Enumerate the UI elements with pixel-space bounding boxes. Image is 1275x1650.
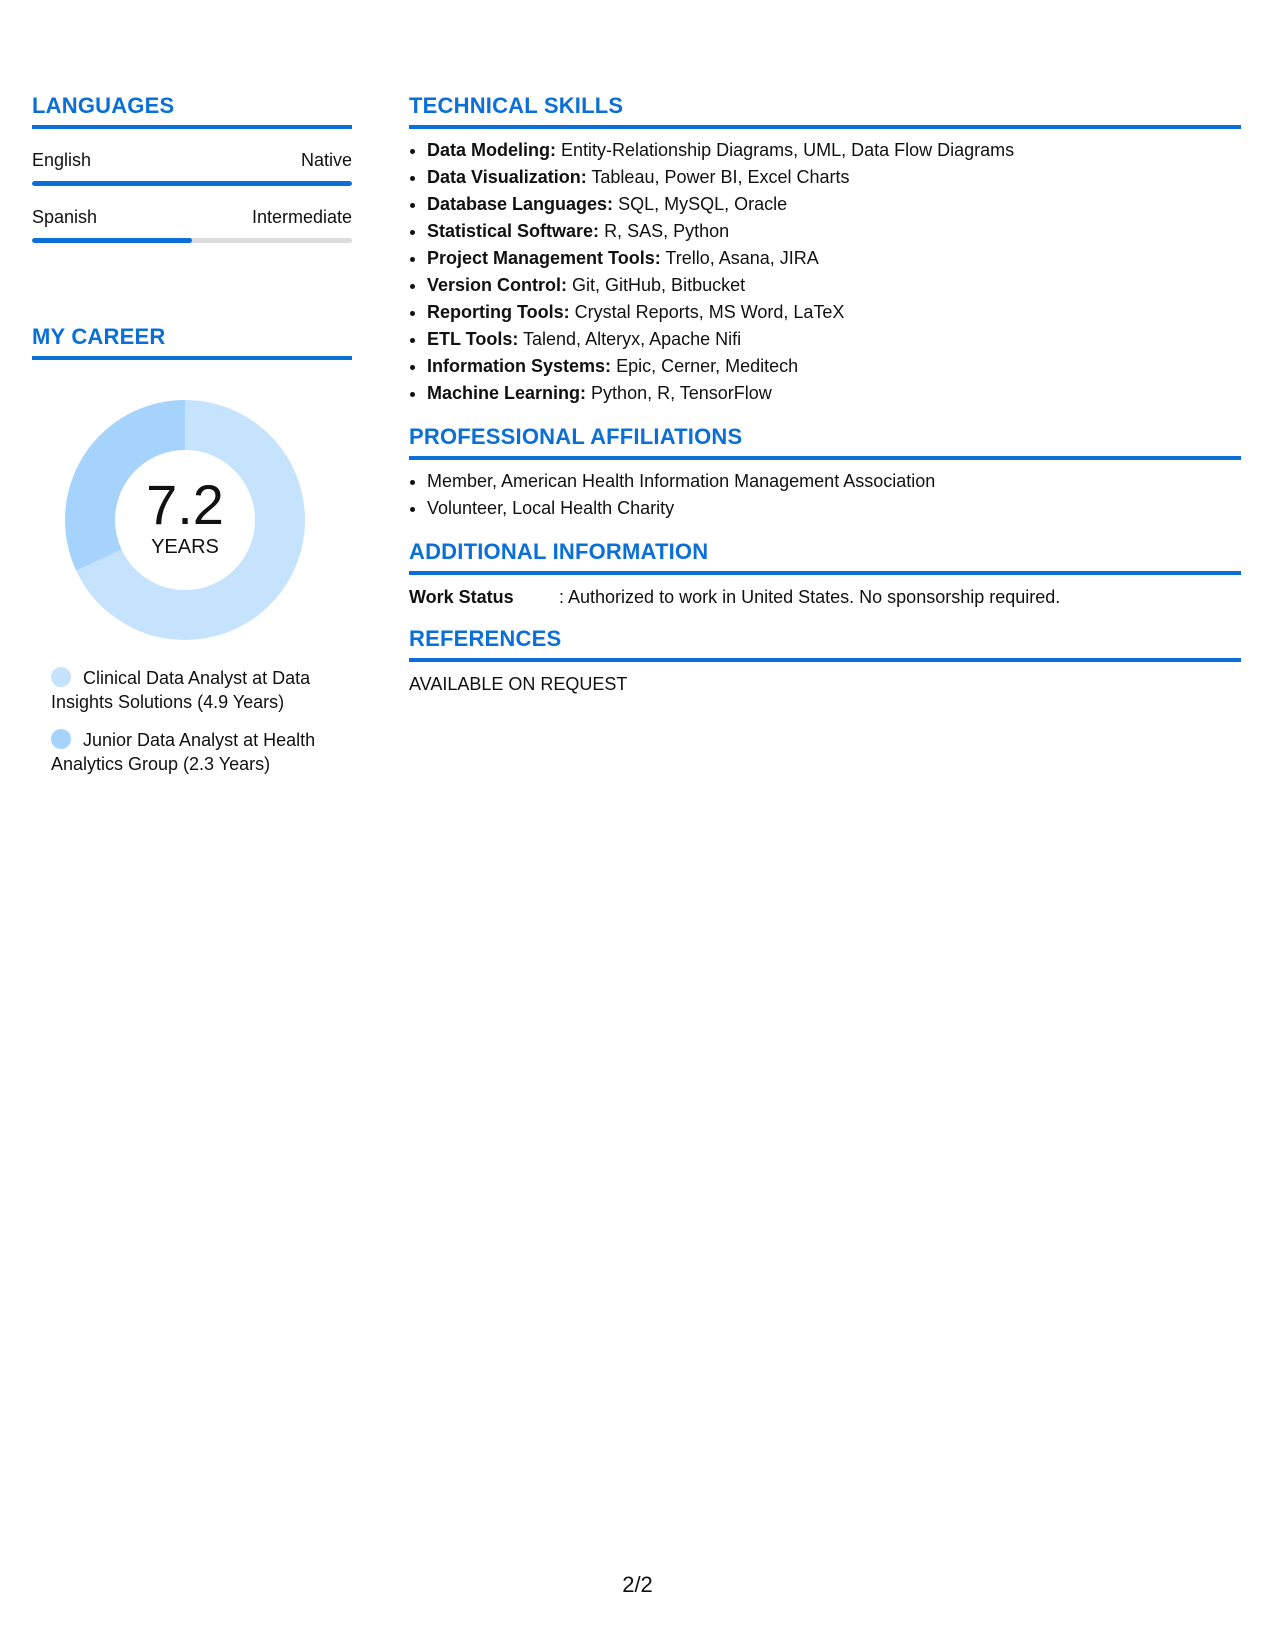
skill-item: • Machine Learning: Python, R, TensorFlow — [427, 380, 1241, 407]
legend-dot — [51, 667, 71, 687]
work-status-value: : Authorized to work in United States. No sponsorship required. — [559, 587, 1061, 607]
page-number: 2/2 — [622, 1572, 653, 1597]
career-total-unit: YEARS — [151, 536, 219, 558]
language-english — [32, 149, 352, 186]
legend-label: Clinical Data Analyst at Data Insights Solutions (4.9 Years) — [51, 668, 311, 712]
career-heading: MY CAREER — [32, 323, 352, 360]
skill-item: • Statistical Software: R, SAS, Python — [427, 218, 1241, 245]
skill-item: • Version Control: Git, GitHub, Bitbucket — [427, 272, 1241, 299]
language-name: Spanish — [32, 207, 98, 227]
affiliations-heading: PROFESSIONAL AFFILIATIONS — [409, 423, 1241, 460]
left-column — [32, 92, 352, 790]
affiliation-item: • Volunteer, Local Health Charity — [427, 495, 1241, 522]
work-status-row — [409, 585, 1241, 609]
skill-item: • Database Languages: SQL, MySQL, Oracle — [427, 191, 1241, 218]
legend-item — [51, 728, 341, 776]
technical-skills-heading: TECHNICAL SKILLS — [409, 92, 1241, 129]
legend-dot — [51, 729, 71, 749]
career-legend — [51, 666, 341, 776]
career-donut-chart — [65, 400, 305, 640]
legend-item — [51, 666, 341, 714]
skill-item: • Data Visualization: Tableau, Power BI, Excel Charts — [427, 164, 1241, 191]
language-name: English — [32, 150, 92, 170]
references-heading: REFERENCES — [409, 625, 1241, 662]
skill-item: • Reporting Tools: Crystal Reports, MS Word, LaTeX — [427, 299, 1241, 326]
language-level: Intermediate — [251, 207, 352, 227]
references-text: AVAILABLE ON REQUEST — [409, 674, 628, 694]
language-spanish — [32, 206, 352, 243]
right-column — [409, 92, 1241, 696]
language-proficiency-fill — [32, 181, 352, 186]
affiliations-list — [409, 468, 1241, 522]
skill-item: • Data Modeling: Entity-Relationship Diagrams, UML, Data Flow Diagrams — [427, 137, 1241, 164]
career-total-years: 7.2 — [146, 473, 224, 536]
language-level: Native — [300, 150, 352, 170]
language-proficiency-bar — [32, 238, 352, 243]
language-proficiency-fill — [32, 238, 192, 243]
languages-heading: LANGUAGES — [32, 92, 352, 129]
skill-item: • ETL Tools: Talend, Alteryx, Apache Nifi — [427, 326, 1241, 353]
technical-skills-list — [409, 137, 1241, 407]
skill-item: • Project Management Tools: Trello, Asana, JIRA — [427, 245, 1241, 272]
skill-item: • Information Systems: Epic, Cerner, Meditech — [427, 353, 1241, 380]
affiliation-item: • Member, American Health Information Management Association — [427, 468, 1241, 495]
work-status-label: Work Status — [409, 587, 514, 607]
legend-label: Junior Data Analyst at Health Analytics Group (2.3 Years) — [51, 730, 316, 774]
language-proficiency-bar — [32, 181, 352, 186]
additional-info-heading: ADDITIONAL INFORMATION — [409, 538, 1241, 575]
